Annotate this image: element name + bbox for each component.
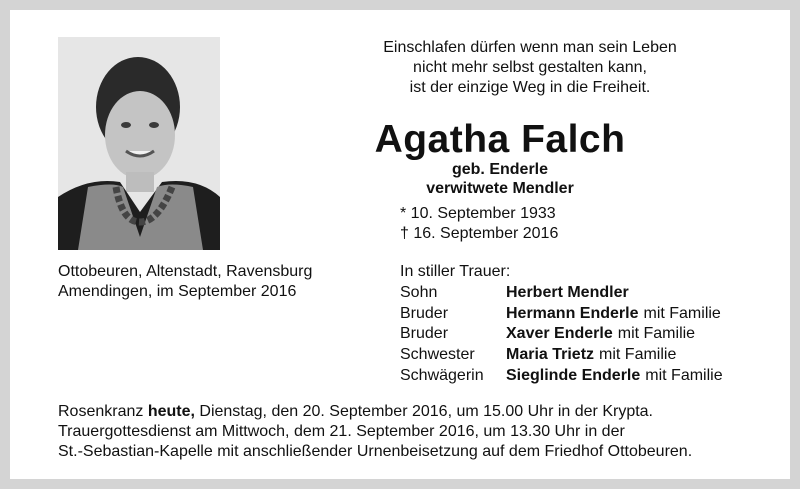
deceased-name: Agatha Falch bbox=[374, 118, 626, 161]
service-line: Trauergottesdienst am Mittwoch, dem 21. September 2016, um 13.30 Uhr in der bbox=[58, 423, 625, 440]
place-line: Amendingen, im September 2016 bbox=[58, 283, 297, 300]
family-suffix: mit Familie bbox=[645, 366, 723, 384]
service-line bbox=[58, 402, 778, 422]
relation: Bruder bbox=[400, 304, 449, 322]
mourner-row bbox=[400, 366, 723, 387]
mourners bbox=[400, 262, 723, 387]
relation: Schwägerin bbox=[400, 366, 484, 384]
mourner-name: Sieglinde Enderle bbox=[506, 366, 641, 384]
poem bbox=[280, 38, 780, 98]
service-line: St.-Sebastian-Kapelle mit anschließender Urnenbeisetzung auf dem Friedhof Ottobeuren. bbox=[58, 443, 693, 460]
death-date: † 16. September 2016 bbox=[400, 225, 559, 242]
mourner-row bbox=[400, 283, 723, 304]
service-text: Rosenkranz bbox=[58, 403, 148, 420]
life-dates bbox=[400, 204, 558, 244]
poem-line: nicht mehr selbst gestalten kann, bbox=[413, 59, 647, 76]
poem-line: ist der einzige Weg in die Freiheit. bbox=[409, 79, 651, 96]
maiden-name: geb. Enderle bbox=[451, 161, 549, 178]
mourner-name: Herbert Mendler bbox=[506, 283, 629, 301]
birth-date: * 10. September 1933 bbox=[400, 205, 556, 222]
widowed-name: verwitwete Mendler bbox=[426, 180, 574, 197]
place-line: Ottobeuren, Altenstadt, Ravensburg bbox=[58, 263, 313, 280]
family-suffix: mit Familie bbox=[599, 346, 677, 364]
service-text: Dienstag, den 20. September 2016, um 15.00 Uhr in der Krypta. bbox=[194, 403, 653, 420]
relation: Sohn bbox=[400, 283, 438, 301]
poem-line: Einschlafen dürfen wenn man sein Leben bbox=[383, 39, 677, 56]
mourner-row bbox=[400, 304, 723, 325]
place-date bbox=[58, 262, 312, 302]
name-details bbox=[350, 160, 650, 198]
relation: Bruder bbox=[400, 325, 449, 343]
relation: Schwester bbox=[400, 346, 475, 364]
mourner-row bbox=[400, 345, 723, 366]
mourner-name: Hermann Enderle bbox=[506, 304, 639, 322]
portrait-photo bbox=[58, 37, 220, 250]
mourner-name: Maria Trietz bbox=[506, 346, 595, 364]
mourners-heading: In stiller Trauer: bbox=[400, 263, 511, 280]
service-info bbox=[58, 402, 778, 462]
mourner-name: Xaver Enderle bbox=[506, 325, 613, 343]
family-suffix: mit Familie bbox=[617, 325, 696, 343]
family-suffix: mit Familie bbox=[643, 304, 721, 322]
mourner-row bbox=[400, 324, 723, 345]
service-emphasis: heute, bbox=[147, 403, 195, 420]
